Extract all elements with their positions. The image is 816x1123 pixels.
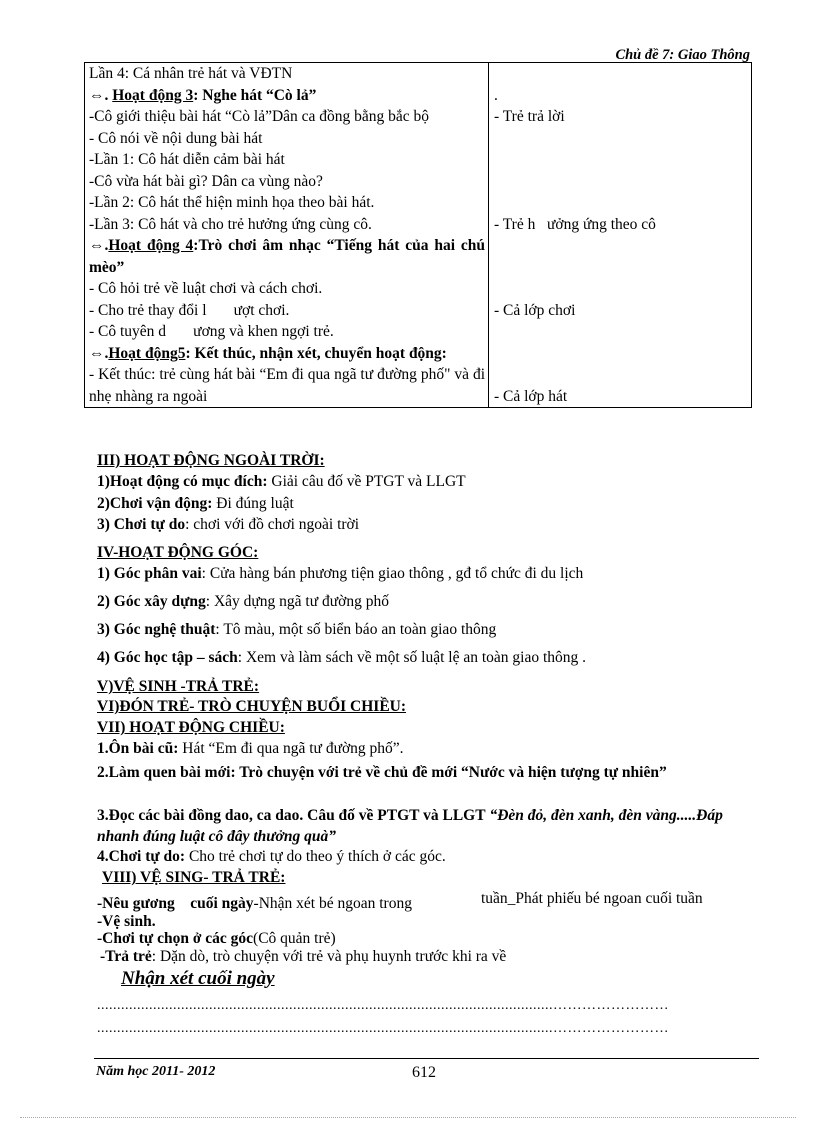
section-4-title: IV-HOẠT ĐỘNG GÓC:	[97, 544, 259, 561]
chapter-header: Chủ đề 7: Giao Thông	[615, 47, 750, 63]
table-text-line: - Cả lớp hát	[494, 387, 568, 405]
activity-5-heading: ⇔.Hoạt động5: Kết thúc, nhận xét, chuyển hoạt động:	[89, 344, 447, 362]
exchange-arrow-icon: ⇔.	[89, 86, 109, 104]
footer-divider	[94, 1058, 759, 1059]
table-text-line: -Lần 1: Cô hát diễn cảm bài hát	[89, 151, 285, 168]
activity-4-heading: ⇔.Hoạt động 4:Trò chơi âm nhạc “Tiếng hát của hai chú mèo”	[89, 237, 485, 276]
list-item: tuần_Phát phiếu bé ngoan cuối tuần	[481, 890, 703, 907]
list-item: 3) Chơi tự do: chơi với đồ chơi ngoài trời	[97, 516, 360, 533]
list-item: 1)Hoạt động có mục đích: Giải câu đố về PTGT và LLGT	[97, 473, 466, 490]
list-item: 3) Góc nghệ thuật: Tô màu, một số biển báo an toàn giao thông	[97, 621, 497, 638]
list-item: -Nêu gương cuối ngày-Nhận xét bé ngoan trong	[97, 895, 412, 912]
activity-3-heading: ⇔. Hoạt động 3: Nghe hát “Cò lả”	[89, 86, 317, 104]
review-title: Nhận xét cuối ngày	[121, 968, 275, 989]
list-item: 3.Đọc các bài đồng dao, ca dao. Câu đố về PTGT và LLGT “Đèn đỏ, đèn xanh, đèn vàng.....Đáp nhanh đúng luật cô đây thưởng quà”	[97, 807, 723, 845]
table-text-line: -Cô giới thiệu bài hát “Cò lả”Dân ca đồng bằng bắc bộ	[89, 108, 430, 125]
section-5-title: V)VỆ SINH -TRẢ TRẺ:	[97, 678, 260, 695]
table-text-line: - Trẻ h ưởng ứng theo cô	[494, 215, 656, 233]
section-3-title: III) HOẠT ĐỘNG NGOÀI TRỜI:	[97, 452, 325, 469]
list-item: 4) Góc học tập – sách: Xem và làm sách về một số luật lệ an toàn giao thông .	[97, 649, 587, 666]
page-number: 612	[412, 1064, 436, 1081]
list-item: 2) Góc xây dựng: Xây dựng ngã tư đường phố	[97, 593, 389, 610]
table-text-line: -Lần 3: Cô hát và cho trẻ hưởng ứng cùng cô.	[89, 215, 372, 233]
list-item: -Trả trẻ: Dặn dò, trò chuyện với trẻ và phụ huynh trước khi ra về	[100, 948, 507, 965]
exchange-arrow-icon: ⇔.	[89, 344, 109, 362]
teacher-activities-cell	[85, 63, 489, 408]
table-text-line: -Lần 2: Cô hát thể hiện minh họa theo bài hát.	[89, 194, 375, 211]
list-item: 2.Làm quen bài mới: Trò chuyện với trẻ về chủ đề mới “Nước và hiện tượng tự nhiên”	[97, 764, 667, 781]
section-8-title: VIII) VỆ SING- TRẢ TRẺ:	[102, 869, 286, 886]
table-text-line: - Trẻ trả lời	[494, 108, 565, 125]
list-item: 1.Ôn bài cũ: Hát “Em đi qua ngã tư đường phố”.	[97, 740, 404, 757]
list-item: -Vệ sinh.	[97, 913, 156, 930]
section-6-title: VI)ĐÓN TRẺ- TRÒ CHUYỆN BUỔI CHIỀU:	[97, 698, 407, 715]
table-text-line: - Cả lớp chơi	[494, 301, 576, 319]
section-7-title: VII) HOẠT ĐỘNG CHIỀU:	[97, 719, 285, 736]
school-year: Năm học 2011- 2012	[96, 1064, 216, 1079]
exchange-arrow-icon: ⇔.	[89, 237, 109, 254]
list-item: 2)Chơi vận động: Đi đúng luật	[97, 495, 294, 512]
activity-table	[84, 62, 752, 408]
table-row	[85, 63, 752, 408]
table-text-line: -Cô vừa hát bài gì? Dân ca vùng nào?	[89, 172, 323, 190]
list-item: 1) Góc phân vai: Cửa hàng bán phương tiện giao thông , gđ tổ chức đi du lịch	[97, 565, 584, 582]
table-text-line: Lần 4: Cá nhân trẻ hát và VĐTN	[89, 65, 293, 82]
table-text-line: - Kết thúc: trẻ cùng hát bài “Em đi qua ngã tư đường phố" và đi nhẹ nhàng ra ngoài	[89, 366, 485, 405]
list-item: -Chơi tự chọn ở các góc(Cô quản trẻ)	[97, 930, 336, 947]
review-line: ..................................................................................................................……………………	[97, 998, 669, 1013]
table-text-line: - Cho trẻ thay đổi l ượt chơi.	[89, 301, 290, 319]
table-text-line: - Cô tuyên d ương và khen ngợi trẻ.	[89, 323, 334, 340]
table-text-line: - Cô nói về nội dung bài hát	[89, 129, 263, 147]
table-text-line: - Cô hỏi trẻ về luật chơi và cách chơi.	[89, 280, 323, 297]
table-text-line: .	[494, 86, 498, 104]
child-activities-cell	[489, 63, 752, 408]
list-item: 4.Chơi tự do: Cho trẻ chơi tự do theo ý thích ở các góc.	[97, 848, 446, 865]
review-line: ..................................................................................................................……………………	[97, 1021, 669, 1036]
page-edge-divider	[20, 1117, 796, 1118]
